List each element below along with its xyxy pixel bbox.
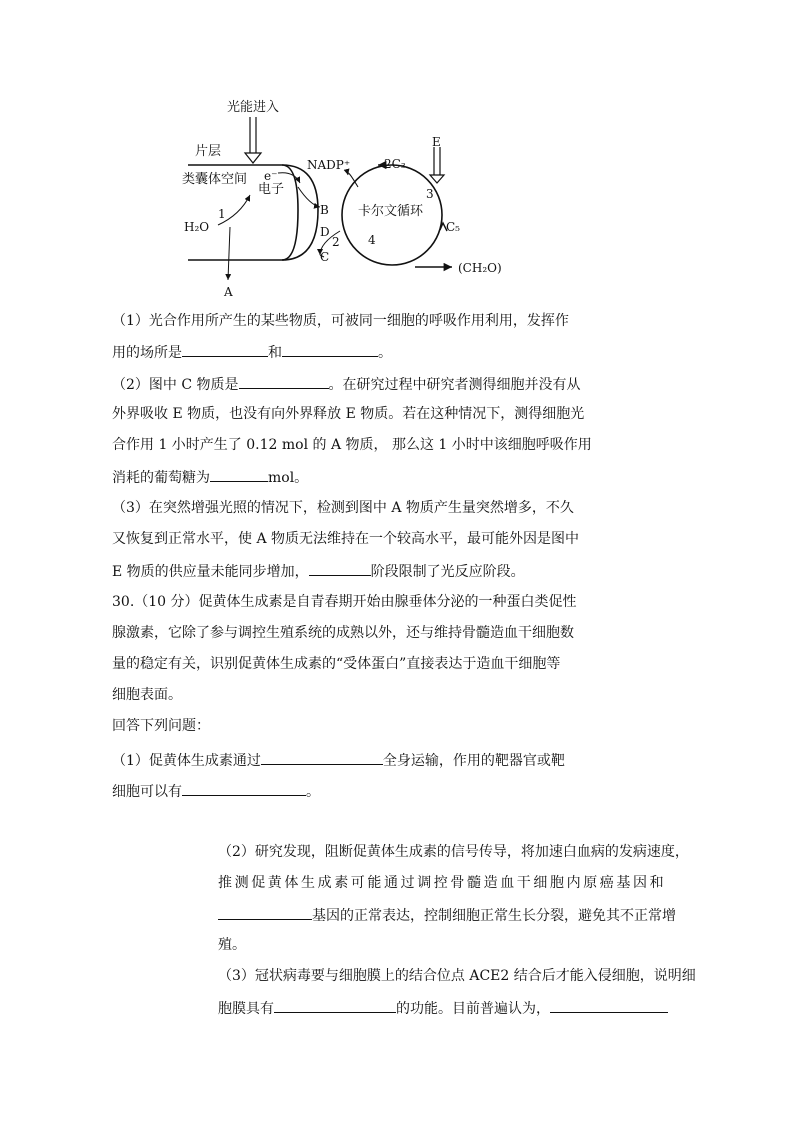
q2-blank-1[interactable] [239,374,329,389]
light-arrow [245,117,261,163]
p30-line1: 30.（10 分）促黄体生成素是自青春期开始由腺垂体分泌的一种蛋白类促性 [112,594,577,610]
q3-text-b: 阶段限制了光反应阶段。 [370,564,525,580]
q1-line2 [112,342,392,362]
p30-q1-line1 [112,750,565,770]
q3-blank-1[interactable] [309,561,371,576]
label-c: C [320,250,330,264]
q2-text-d: mol。 [268,470,309,486]
q1-text-b: 和 [268,345,282,361]
p30-line3: 量的稳定有关，识别促黄体生成素的“受体蛋白”直接表达于造血干细胞等 [112,656,561,672]
p30-q1-line2 [112,781,320,801]
p30-q1-blank-1[interactable] [261,750,383,765]
p30-q2-line2: 推测促黄体生成素可能通过调控骨髓造血干细胞内原癌基因和 [218,875,667,891]
q3-text-a: E 物质的供应量未能同步增加， [112,564,309,580]
label-electron-e: e⁻ [264,169,278,183]
q3-line1: （3）在突然增强光照的情况下，检测到图中 A 物质产生量突然增多，不久 [112,500,574,516]
q2-text-b: 。在研究过程中研究者测得细胞并没有从 [328,377,581,393]
label-h2o: H₂O [184,220,210,234]
label-lamella: 片层 [195,144,222,159]
label-step2: 2 [332,235,340,249]
q1-text-c: 。 [378,345,392,361]
label-c5: C₅ [446,220,460,234]
p30-q2-line4: 殖。 [218,937,246,953]
q1-text-a: 用的场所是 [112,345,182,361]
p30-q1-text-c: 细胞可以有 [112,784,182,800]
p30-q2-line3 [218,905,676,925]
p30-line5: 回答下列问题： [112,718,210,734]
p30-q2-line1: （2）研究发现，阻断促黄体生成素的信号传导，将加速白血病的发病速度， [218,844,689,860]
p30-q1-blank-2[interactable] [182,781,306,796]
p30-q3-blank-2[interactable] [550,998,668,1013]
p30-q1-text-a: （1）促黄体生成素通过 [112,753,261,769]
p30-q3-blank-1[interactable] [274,998,396,1013]
p30-q3-line2 [218,998,668,1018]
label-nadp: NADP⁺ [307,158,351,172]
p30-q3-text-a: 胞膜具有 [218,1001,274,1017]
label-thylakoid-space: 类囊体空间 [182,172,248,187]
p30-q3-text-b: 的功能。目前普遍认为， [396,1001,550,1017]
q1-blank-1[interactable] [182,342,268,357]
e-arrow [430,147,444,183]
label-d: D [320,225,330,239]
label-step4: 4 [368,233,376,247]
label-b: B [320,203,329,217]
label-step3: 3 [426,187,434,201]
q1-blank-2[interactable] [282,342,378,357]
label-calvin-cycle: 卡尔文循环 [358,204,424,219]
label-ch2o: (CH₂O) [458,261,502,275]
q2-blank-2[interactable] [210,467,268,482]
label-electron: 电子 [258,182,285,197]
q2-line2: 外界吸收 E 物质，也没有向外界释放 E 物质。若在这种情况下，测得细胞光 [112,406,585,422]
p30-q1-text-d: 。 [306,784,320,800]
q2-text-c: 消耗的葡萄糖为 [112,470,210,486]
p30-q2-text-b: 基因的正常表达，控制细胞正常生长分裂，避免其不正常增 [312,908,676,924]
photosynthesis-diagram [170,95,520,305]
p30-line4: 细胞表面。 [112,687,182,703]
p30-q3-line1: （3）冠状病毒要与细胞膜上的结合位点 ACE2 结合后才能入侵细胞，说明细 [218,968,696,984]
p30-line2: 腺激素，它除了参与调控生殖系统的成熟以外，还与维持骨髓造血干细胞数 [112,625,574,641]
label-a: A [224,285,233,299]
label-2c3: 2C₃ [384,157,406,171]
label-e: E [432,135,441,149]
membrane-outer [282,165,318,260]
q3-line3 [112,561,525,581]
q2-line1 [112,374,581,394]
label-step1: 1 [218,207,226,221]
q2-line4 [112,467,308,487]
q1-line1: （1）光合作用所产生的某些物质，可被同一细胞的呼吸作用利用，发挥作 [112,313,569,329]
q2-line3: 合作用 1 小时产生了 0.12 mol 的 A 物质， 那么这 1 小时中该细胞呼吸作用 [112,437,592,453]
q2-text-a: （2）图中 C 物质是 [112,377,239,393]
p30-q1-text-b: 全身运输，作用的靶器官或靶 [382,753,565,769]
p30-q2-blank-1[interactable] [218,905,312,920]
q3-line2: 又恢复到正常水平，使 A 物质无法维持在一个较高水平，最可能外因是图中 [112,531,580,547]
label-light-in: 光能进入 [227,100,280,115]
